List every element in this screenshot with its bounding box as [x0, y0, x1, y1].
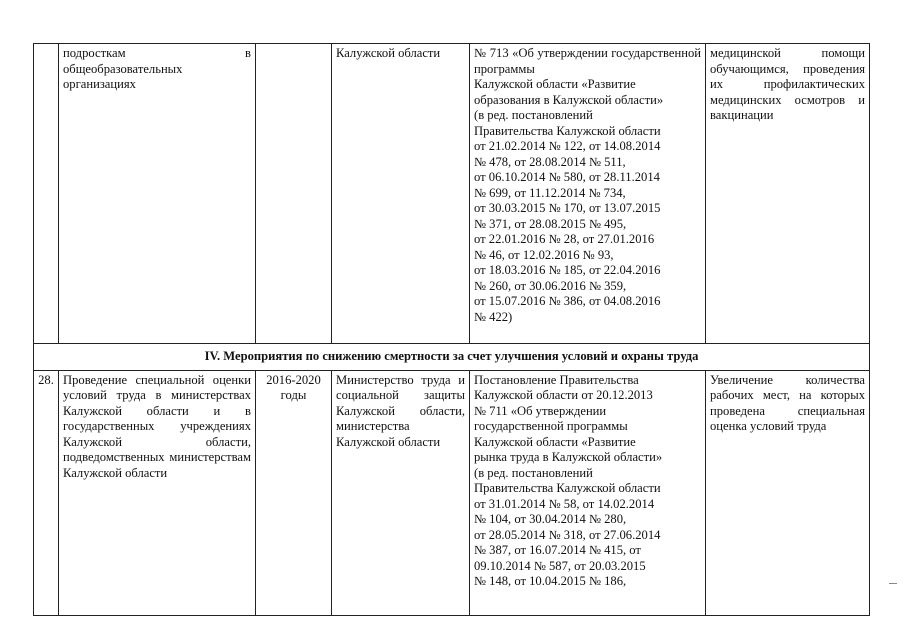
legal-basis-line: № 699, от 11.12.2014 № 734, — [474, 185, 626, 200]
period-cell: 2016-2020 годы — [256, 370, 332, 615]
period-cell — [256, 44, 332, 344]
legal-basis-line: № 148, от 10.04.2015 № 186, — [474, 574, 627, 588]
result-cell: Увеличение количества рабочих мест, на которых проведена специальная оценка условий труда — [706, 370, 870, 615]
legal-basis-line: от 21.02.2014 № 122, от 14.08.2014 — [474, 139, 661, 153]
legal-basis-line: № 713 «Об утверждении государственной программы — [474, 46, 701, 76]
executor-cell: Калужской области — [332, 44, 470, 344]
legal-basis-line: № 422) — [474, 309, 513, 324]
legal-basis-line: (в ред. постановлений — [474, 108, 593, 122]
legal-basis-line: № 104, от 30.04.2014 № 280, — [474, 512, 627, 526]
legal-basis-line: от 15.07.2016 № 386, от 04.08.2016 — [474, 294, 661, 308]
legal-basis-line: от 06.10.2014 № 580, от 28.11.2014 — [474, 170, 660, 184]
legal-basis-line: рынка труда в Калужской области» — [474, 450, 663, 464]
scan-mark — [889, 583, 897, 584]
legal-basis-line: № 711 «Об утверждении — [474, 403, 607, 418]
legal-basis-line: № 371, от 28.08.2015 № 495, — [474, 216, 627, 231]
legal-basis-line: от 22.01.2016 № 28, от 27.01.2016 — [474, 232, 655, 246]
result-cell: медицинской помощи обучающимся, проведения их профилактических медицинских осмотров и вакцинации — [706, 44, 870, 344]
executor-cell: Министерство труда и социальной защиты Калужской области, министерства Калужской области — [332, 370, 470, 615]
measures-table — [33, 43, 870, 616]
legal-basis-line: Правительства Калужской области — [474, 481, 661, 495]
legal-basis-cell — [470, 370, 706, 615]
legal-basis-line: № 46, от 12.02.2016 № 93, — [474, 247, 614, 262]
legal-basis-line: от 18.03.2016 № 185, от 22.04.2016 — [474, 263, 661, 277]
section-title: IV. Мероприятия по снижению смертности за счет улучшения условий и охраны труда — [34, 344, 870, 371]
legal-basis-line: от 31.01.2014 № 58, от 14.02.2014 — [474, 496, 655, 511]
legal-basis-line: 09.10.2014 № 587, от 20.03.2015 — [474, 558, 646, 573]
legal-basis-line: государственной программы — [474, 419, 628, 433]
legal-basis-line: № 478, от 28.08.2014 № 511, — [474, 154, 626, 169]
event-cell: подросткам в общеобразовательных организациях — [59, 44, 256, 344]
legal-basis-line: образования в Калужской области» — [474, 92, 664, 107]
event-cell: Проведение специальной оценки условий труда в министерствах Калужской области и в государственных учреждениях Калужской области, подведомственных министерствам Калужской области — [59, 370, 256, 615]
row-number: 28. — [34, 370, 59, 615]
section-row — [34, 344, 870, 371]
legal-basis-line: Калужской области «Развитие — [474, 434, 636, 449]
legal-basis-line: № 387, от 16.07.2014 № 415, от — [474, 543, 641, 557]
legal-basis-line: от 30.03.2015 № 170, от 13.07.2015 — [474, 201, 661, 215]
legal-basis-line: Калужской области от 20.12.2013 — [474, 388, 653, 402]
legal-basis-line: от 28.05.2014 № 318, от 27.06.2014 — [474, 527, 661, 542]
table-row — [34, 44, 870, 344]
legal-basis-line: (в ред. постановлений — [474, 465, 593, 480]
legal-basis-line: № 260, от 30.06.2016 № 359, — [474, 278, 627, 293]
legal-basis-line: Правительства Калужской области — [474, 123, 661, 138]
legal-basis-line: Постановление Правительства — [474, 372, 639, 387]
row-number — [34, 44, 59, 344]
legal-basis-cell — [470, 44, 706, 344]
legal-basis-line: Калужской области «Развитие — [474, 77, 636, 91]
table-row — [34, 370, 870, 615]
